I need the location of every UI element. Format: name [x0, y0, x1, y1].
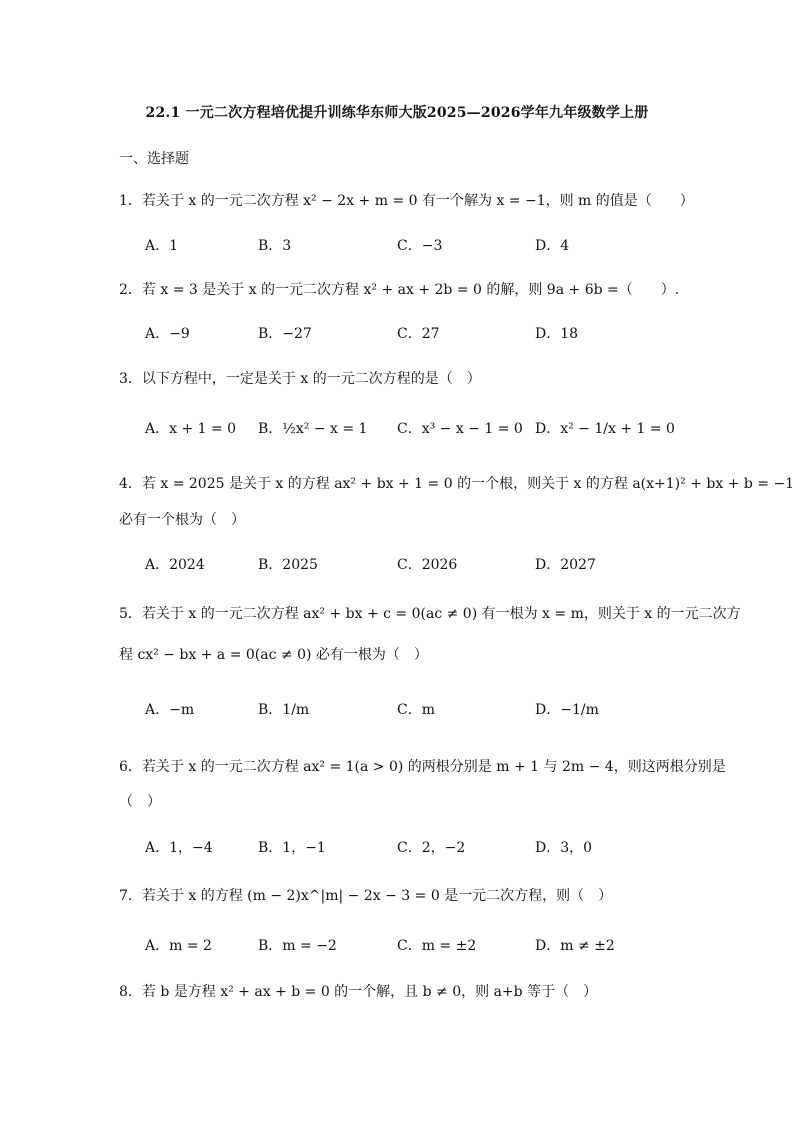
question-1-option-c[interactable]: C．−3 [397, 238, 443, 254]
question-7-option-b[interactable]: B．m = −2 [258, 938, 337, 954]
question-5-option-b[interactable]: B．1/m [258, 702, 310, 718]
question-2-stem: 2．若 x = 3 是关于 x 的一元二次方程 x² + ax + 2b = 0 的解，则 9a + 6b =（ ）. [119, 282, 680, 298]
question-1-options [145, 236, 665, 260]
question-4-stem-continued: 必有一个根为（ ） [119, 512, 245, 528]
question-5-options [145, 700, 665, 724]
question-5-stem: 5．若关于 x 的一元二次方程 ax² + bx + c = 0(ac ≠ 0) 有一根为 x = m，则关于 x 的一元二次方 [119, 606, 741, 622]
question-6-option-c[interactable]: C．2，−2 [397, 840, 466, 856]
question-2-options [145, 324, 665, 348]
question-1-option-b[interactable]: B．3 [258, 238, 292, 254]
question-7-options [145, 936, 665, 960]
question-4-option-a[interactable]: A．2024 [145, 557, 205, 573]
question-7-option-c[interactable]: C．m = ±2 [397, 938, 477, 954]
question-5-option-c[interactable]: C．m [397, 702, 435, 718]
question-3-option-d[interactable]: D．x² − 1/x + 1 = 0 [535, 421, 675, 437]
question-3-options [145, 419, 675, 443]
question-1-option-d[interactable]: D．4 [535, 238, 570, 254]
question-8-stem: 8．若 b 是方程 x² + ax + b = 0 的一个解，且 b ≠ 0，则 a+b 等于（ ） [119, 984, 598, 1000]
question-7-stem: 7．若关于 x 的方程 (m − 2)x^|m| − 2x − 3 = 0 是一元二次方程，则（ ） [119, 888, 613, 904]
question-2-option-c[interactable]: C．27 [397, 326, 440, 342]
page-title: 22.1 一元二次方程培优提升训练华东师大版2025—2026学年九年级数学上册 [145, 105, 649, 121]
question-3-option-a[interactable]: A．x + 1 = 0 [145, 421, 237, 437]
question-6-option-d[interactable]: D．3，0 [535, 840, 593, 856]
question-3-option-c[interactable]: C．x³ − x − 1 = 0 [397, 421, 523, 437]
question-4-option-c[interactable]: C．2026 [397, 557, 458, 573]
question-3-stem: 3．以下方程中，一定是关于 x 的一元二次方程的是（ ） [119, 371, 481, 387]
question-1-option-a[interactable]: A．1 [145, 238, 179, 254]
question-7-option-a[interactable]: A．m = 2 [145, 938, 212, 954]
question-6-stem-continued: （ ） [119, 794, 161, 810]
question-6-option-a[interactable]: A．1，−4 [145, 840, 213, 856]
question-7-option-d[interactable]: D．m ≠ ±2 [535, 938, 615, 954]
question-6-stem: 6．若关于 x 的一元二次方程 ax² = 1(a > 0) 的两根分别是 m + 1 与 2m − 4，则这两根分别是 [119, 759, 726, 775]
question-5-option-a[interactable]: A．−m [145, 702, 195, 718]
section-heading: 一、选择题 [119, 151, 189, 167]
question-5-option-d[interactable]: D．−1/m [535, 702, 599, 718]
question-2-option-a[interactable]: A．−9 [145, 326, 190, 342]
question-3-option-b[interactable]: B．½x² − x = 1 [258, 421, 368, 437]
question-6-options [145, 838, 665, 862]
question-4-option-b[interactable]: B．2025 [258, 557, 318, 573]
question-4-stem: 4．若 x = 2025 是关于 x 的方程 ax² + bx + 1 = 0 的一个根，则关于 x 的方程 a(x+1)² + bx + b = −1 [119, 476, 794, 492]
question-2-option-b[interactable]: B．−27 [258, 326, 312, 342]
question-4-options [145, 555, 665, 579]
question-1-stem: 1．若关于 x 的一元二次方程 x² − 2x + m = 0 有一个解为 x = −1，则 m 的值是（ ） [119, 193, 694, 209]
question-2-option-d[interactable]: D．18 [535, 326, 579, 342]
question-5-stem-continued: 程 cx² − bx + a = 0(ac ≠ 0) 必有一根为（ ） [119, 647, 428, 663]
question-4-option-d[interactable]: D．2027 [535, 557, 596, 573]
question-6-option-b[interactable]: B．1，−1 [258, 840, 326, 856]
